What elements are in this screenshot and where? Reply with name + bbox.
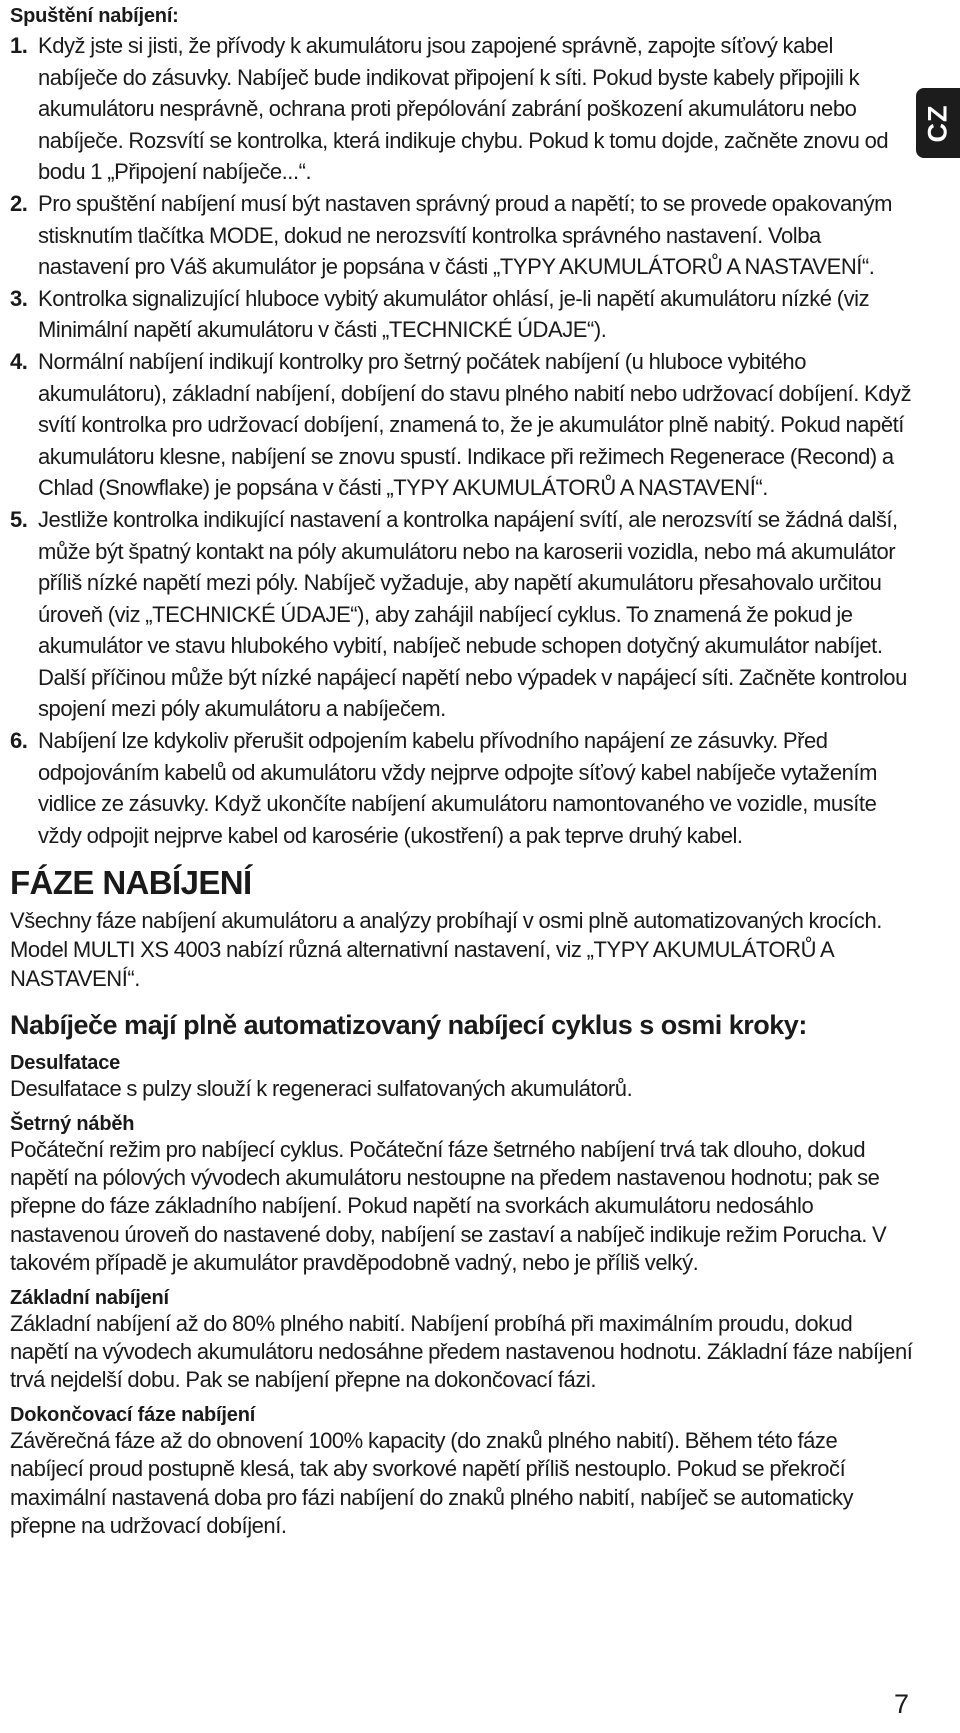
phase-bulk [10, 1286, 915, 1395]
phase-desulfation [10, 1051, 915, 1103]
start-steps-list [10, 30, 915, 851]
step-1 [10, 30, 915, 188]
step-number: 4. [10, 348, 28, 374]
step-4 [10, 346, 915, 504]
phase-title: Základní nabíjení [10, 1286, 169, 1309]
page-number: 7 [894, 1689, 910, 1719]
step-text: Když jste si jisti, že přívody k akumulátoru jsou zapojené správně, zapojte síťový kabel nabíječe do zásuvky. Nabíječ bude indikovat připojení k síti. Pokud byste kabely připojili k akumulátoru nesprávně, ochrana proti přepólování zabrání poškození akumulátoru nebo nabíječe. Rozsvítí se kontrolka, která indikuje chybu. Pokud k tomu dojde, začněte znovu od bodu 1 „Připojení nabíječe...“. [38, 33, 889, 185]
phase-text: Počáteční režim pro nabíjecí cyklus. Počáteční fáze šetrného nabíjení trvá tak dlouho, dokud napětí na pólových vývodech akumulátoru nestoupne na předem nastavenou hodnotu; pak se přepne do fáze základního nabíjení. Pokud napětí na svorkách akumulátoru nedosáhlo nastavenou úroveň do nastavené doby, nabíjení se zastaví a nabíječ indikuje režim Porucha. V takovém případě je akumulátor pravděpodobně vadný, nebo je příliš velký. [10, 1136, 887, 1276]
step-number: 2. [10, 190, 28, 216]
phase-text: Základní nabíjení až do 80% plného nabití. Nabíjení probíhá při maximálním proudu, dokud napětí na vývodech akumulátoru nedosáhne předem nastavenou hodnotu. Základní fáze nabíjení trvá nejdelší dobu. Pak se nabíjení přepne na dokončovací fázi. [10, 1310, 913, 1393]
step-text: Kontrolka signalizující hluboce vybitý akumulátor ohlásí, je-li napětí akumulátoru nízké (viz Minimální napětí akumulátoru v části „TECHNICKÉ ÚDAJE“). [38, 285, 870, 343]
phase-title: Desulfatace [10, 1052, 121, 1075]
charging-phases-heading: FÁZE NABÍJENÍ [10, 864, 252, 902]
step-number: 6. [10, 728, 28, 754]
step-text: Normální nabíjení indikují kontrolky pro šetrný počátek nabíjení (u hluboce vybitého akumulátoru), základní nabíjení, dobíjení do stavu plného nabití nebo udržovací dobíjení. Když svítí kontrolka pro udržovací dobíjení, znamená to, že je akumulátor plně nabitý. Pokud napětí akumulátoru klesne, nabíjení se znovu spustí. Indikace při režimech Regenerace (Recond) a Chlad (Snowflake) je popsána v části „TYPY AKUMULÁTORŮ A NASTAVENÍ“. [38, 348, 912, 501]
start-charging-heading: Spuštění nabíjení: [10, 5, 179, 27]
language-code: CZ [922, 104, 953, 142]
phase-text: Závěrečná fáze až do obnovení 100% kapacity (do znaků plného nabití). Během této fáze nabíjecí proud postupně klesá, tak aby svorkové napětí příliš nestouplo. Pokud se překročí maximální nastavená doba pro fázi nabíjení do znaků plného nabití, nabíječ se automaticky přepne na udržovací dobíjení. [10, 1427, 854, 1539]
step-6 [10, 725, 915, 851]
step-5 [10, 504, 915, 725]
language-tab [916, 88, 960, 158]
step-3 [10, 283, 915, 346]
step-number: 3. [10, 285, 28, 311]
step-number: 1. [10, 33, 28, 58]
step-text: Nabíjení lze kdykoliv přerušit odpojením kabelu přívodního napájení ze zásuvky. Před odpojováním kabelů od akumulátoru vždy nejprve odpojte síťový kabel nabíječe vytažením vidlice ze zásuvky. Když ukončíte nabíjení akumulátoru namontovaného ve vozidle, musíte vždy odpojit nejprve kabel od karosérie (ukostření) a pak teprve druhý kabel. [38, 728, 877, 848]
step-text: Pro spuštění nabíjení musí být nastaven správný proud a napětí; to se provede opakovaným stisknutím tlačítka MODE, dokud ne nerozsvítí kontrolka správného nastavení. Volba nastavení pro Váš akumulátor je popsána v části „TYPY AKUMULÁTORŮ A NASTAVENÍ“. [38, 190, 892, 280]
step-2 [10, 188, 915, 283]
phase-soft-start [10, 1112, 915, 1278]
phase-text: Desulfatace s pulzy slouží k regeneraci sulfatovaných akumulátorů. [10, 1076, 633, 1102]
step-number: 5. [10, 506, 28, 532]
phase-title: Dokončovací fáze nabíjení [10, 1403, 256, 1426]
charging-phases-intro: Všechny fáze nabíjení akumulátoru a analýzy probíhají v osmi plně automatizovaných krocích. Model MULTI XS 4003 nabízí různá alternativní nastavení, viz „TYPY AKUMULÁTORŮ A NASTAVENÍ“. [10, 908, 882, 991]
phase-absorption [10, 1403, 915, 1541]
charging-cycle-heading: Nabíječe mají plně automatizovaný nabíjecí cyklus s osmi kroky: [10, 1010, 807, 1041]
manual-page [10, 4, 915, 1541]
phase-title: Šetrný náběh [10, 1112, 135, 1135]
step-text: Jestliže kontrolka indikující nastavení a kontrolka napájení svítí, ale nerozsvítí se žádná další, může být špatný kontakt na póly akumulátoru nebo na karoserii vozidla, nebo má akumulátor příliš nízké napětí mezi póly. Nabíječ vyžaduje, aby napětí akumulátoru přesahovalo určitou úroveň (viz „TECHNICKÉ ÚDAJE“), aby zahájil nabíjecí cyklus. To znamená že pokud je akumulátor ve stavu hlubokého vybití, nabíječ nebude schopen dotyčný akumulátor nabíjet. Další příčinou může být nízké napájecí napětí nebo výpadek v napájecí síti. Začněte kontrolou spojení mezi póly akumulátoru a nabíječem. [38, 506, 907, 722]
